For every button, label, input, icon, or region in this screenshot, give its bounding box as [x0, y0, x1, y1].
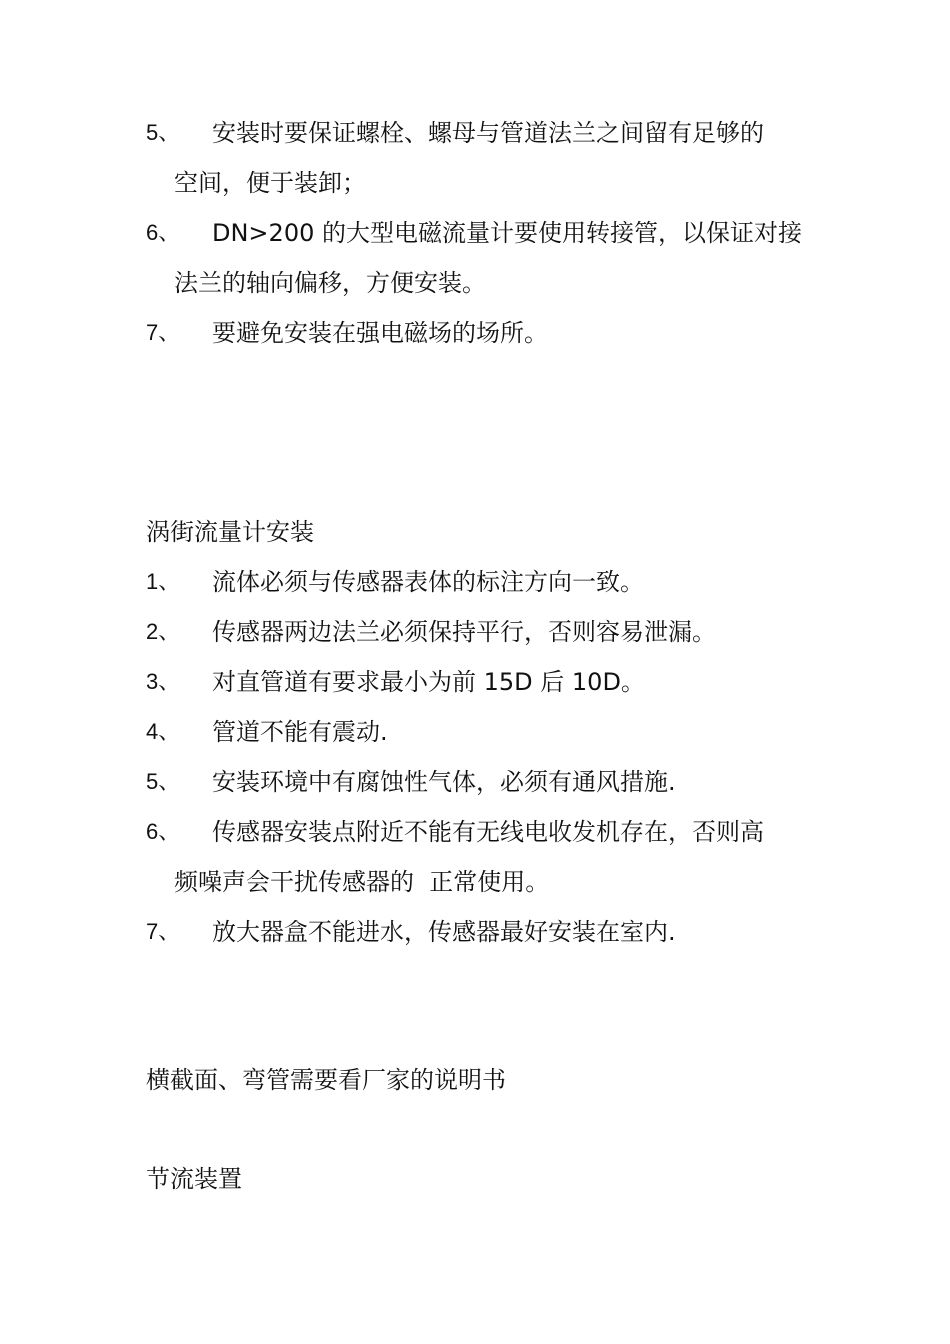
item-text-continued: 频噪声会干扰传感器的 正常使用。	[174, 868, 550, 896]
list-item	[146, 557, 816, 607]
list-item	[146, 907, 816, 957]
item-number: 5、	[146, 120, 181, 145]
item-text: 要避免安装在强电磁场的场所。	[212, 319, 548, 347]
item-text: 流体必须与传感器表体的标注方向一致。	[212, 568, 644, 596]
item-text-continued: 空间，便于装卸；	[174, 169, 366, 197]
item-number: 7、	[146, 919, 181, 944]
electromagnetic-install-list	[146, 108, 816, 358]
list-item	[146, 707, 816, 757]
item-text: 安装环境中有腐蚀性气体，必须有通风措施.	[212, 768, 676, 796]
list-item	[146, 757, 816, 807]
item-number: 2、	[146, 619, 181, 644]
item-text: 放大器盒不能进水，传感器最好安装在室内.	[212, 918, 676, 946]
item-text: 安装时要保证螺栓、螺母与管道法兰之间留有足够的	[212, 119, 764, 147]
item-number: 4、	[146, 719, 181, 744]
item-number: 6、	[146, 819, 181, 844]
vortex-install-list	[146, 557, 816, 957]
item-number: 3、	[146, 669, 181, 694]
section-heading-bend: 横截面、弯管需要看厂家的说明书	[146, 1066, 506, 1094]
list-item	[146, 108, 816, 208]
item-text: 传感器安装点附近不能有无线电收发机存在，否则高	[212, 818, 764, 846]
item-number: 5、	[146, 769, 181, 794]
list-item	[146, 308, 816, 358]
list-item	[146, 807, 816, 907]
item-text: 传感器两边法兰必须保持平行，否则容易泄漏。	[212, 618, 716, 646]
item-text-continued: 法兰的轴向偏移，方便安装。	[174, 269, 486, 297]
section-heading-vortex: 涡街流量计安装	[146, 518, 314, 546]
item-text: 对直管道有要求最小为前 15D 后 10D。	[212, 668, 645, 696]
list-item	[146, 607, 816, 657]
list-item	[146, 208, 816, 308]
section-heading-throttle: 节流装置	[146, 1165, 242, 1193]
item-number: 6、	[146, 220, 181, 245]
item-text: 管道不能有震动.	[212, 718, 388, 746]
list-item	[146, 657, 816, 707]
item-number: 7、	[146, 320, 181, 345]
item-text: DN>200 的大型电磁流量计要使用转接管，以保证对接	[212, 219, 802, 247]
item-number: 1、	[146, 569, 181, 594]
